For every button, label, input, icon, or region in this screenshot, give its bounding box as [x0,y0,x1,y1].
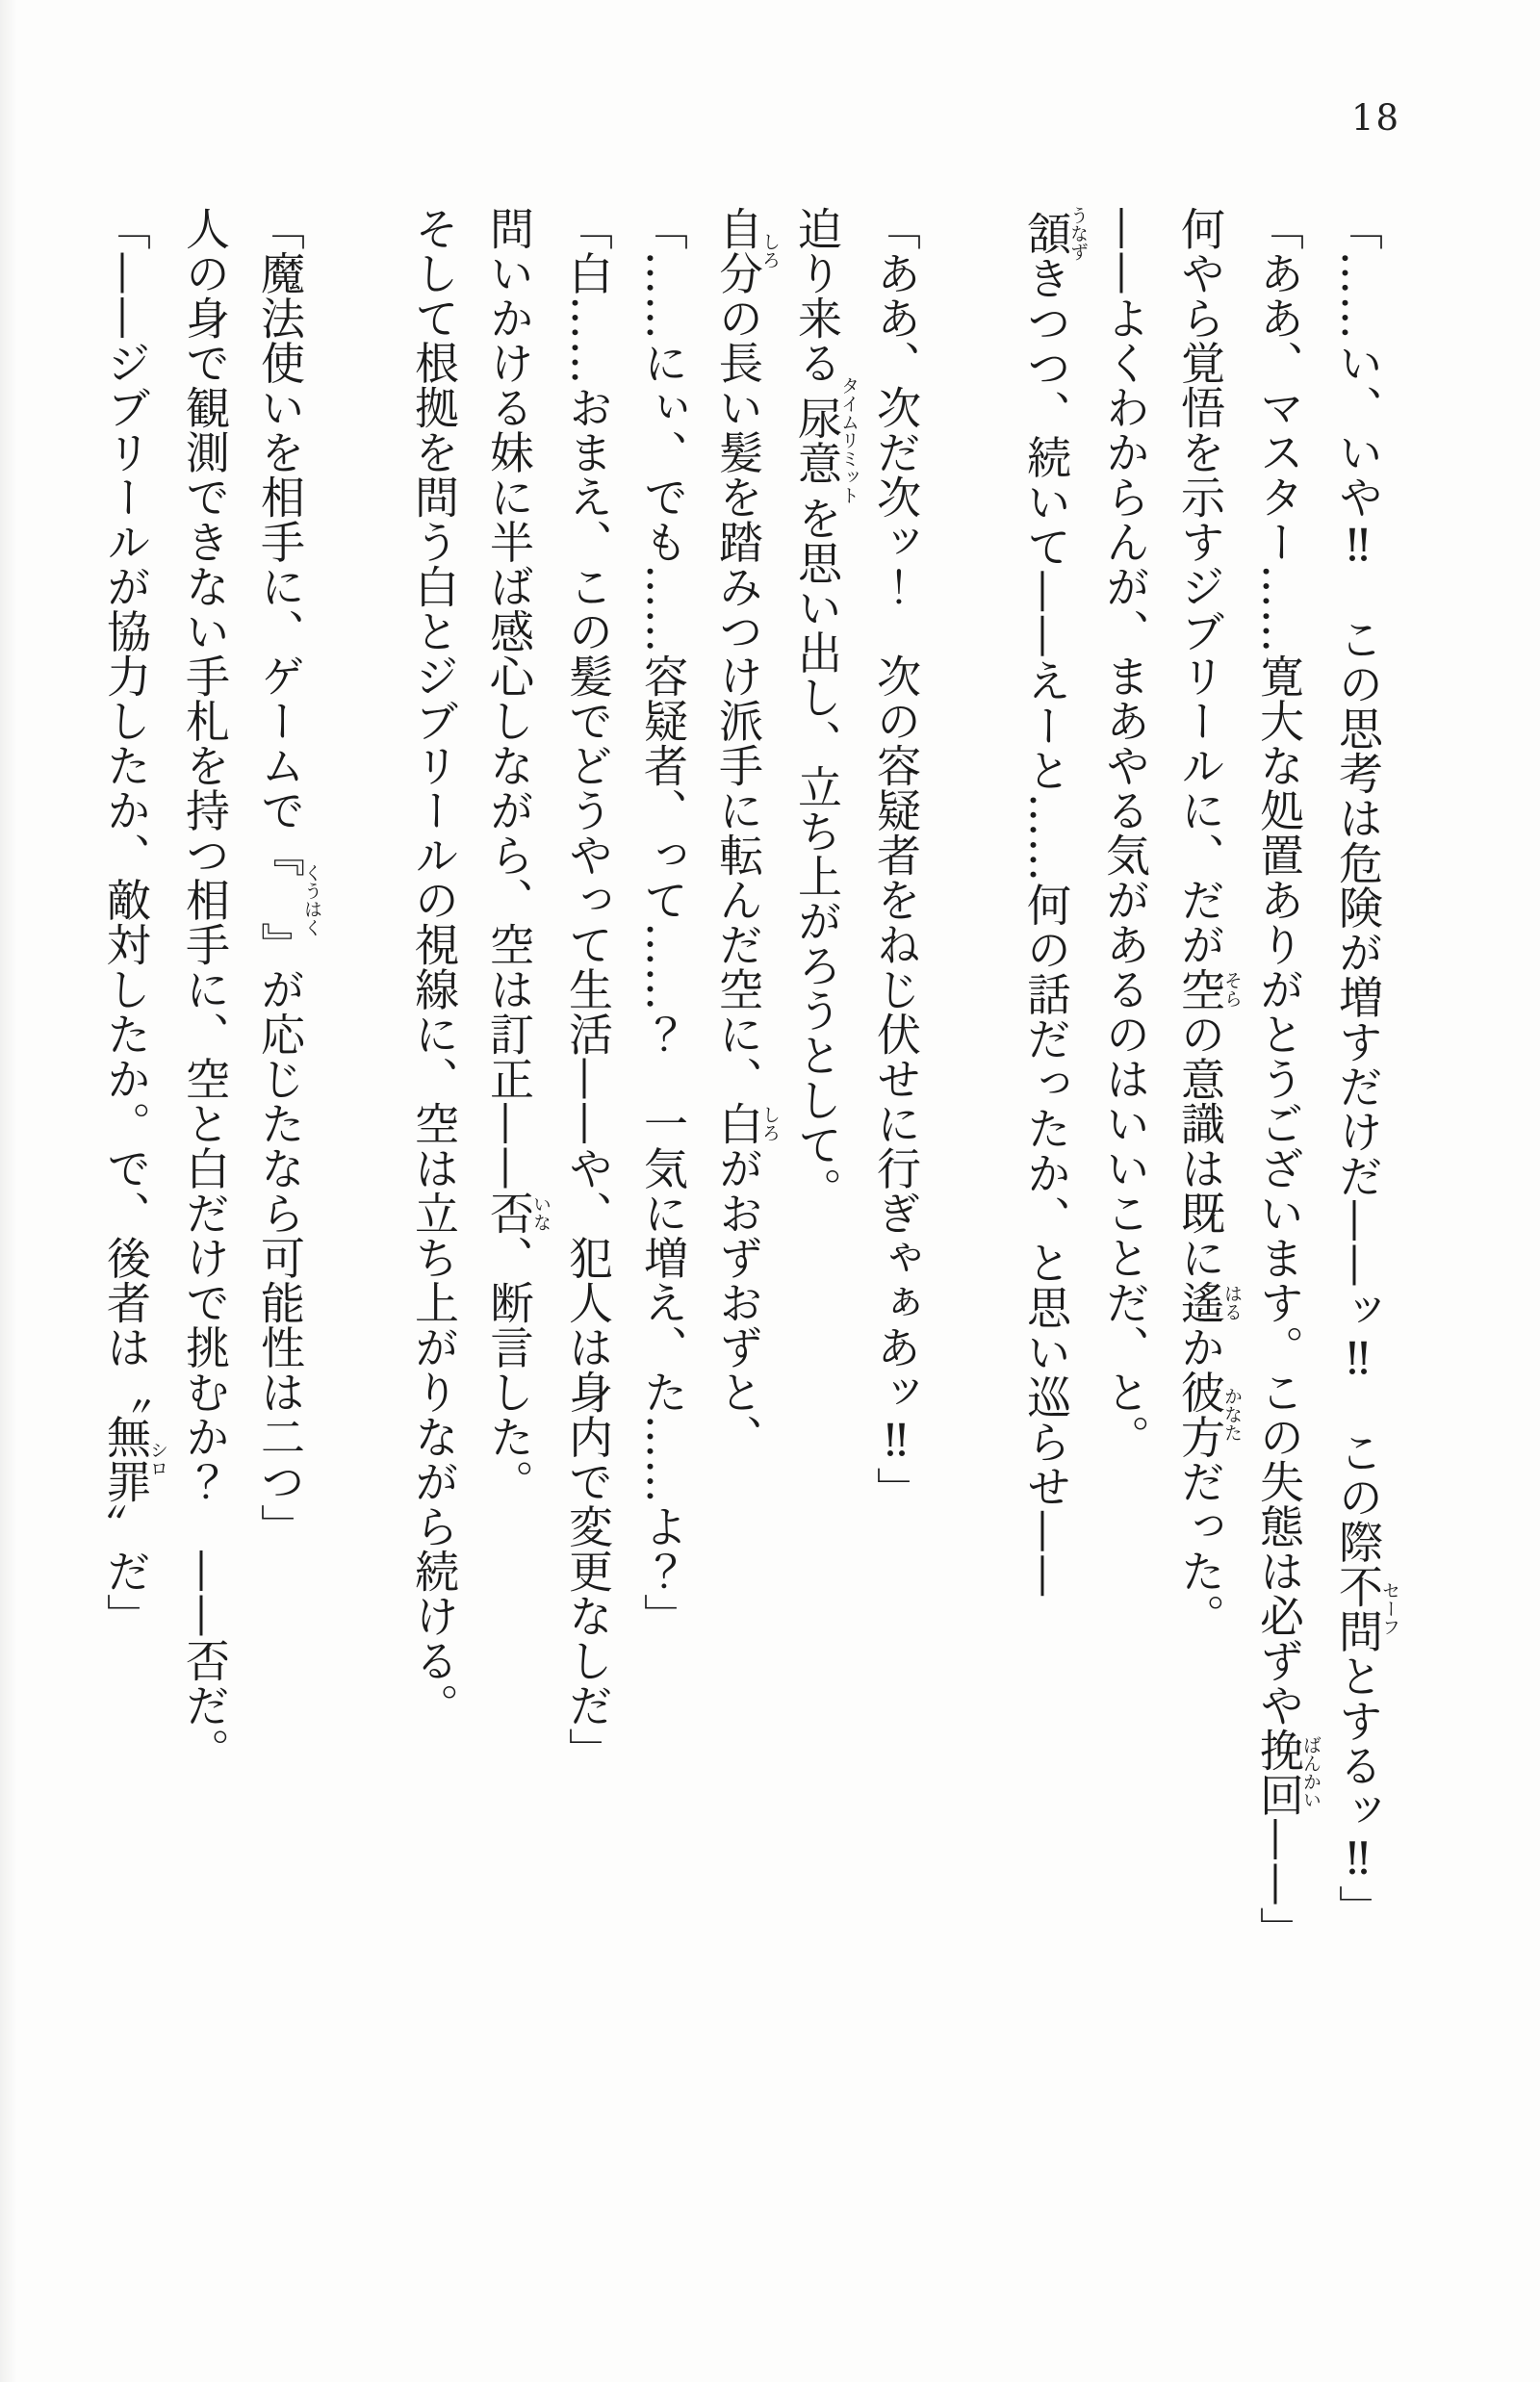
ruby-word: 白しろ [712,1101,781,1146]
paragraph-block [1009,206,1399,1982]
furigana: かなた [1221,1370,1243,1459]
text-block [89,206,1399,1982]
text-line: 「……い、いや‼ この思考は危険が増すだけだ——ッ‼ この際不問セーフとするッ‼」 [1332,206,1400,1930]
text-line: 人の身で観測できない手札を持つ相手に、空と白だけで挑むか？ ——否だ。 [179,206,231,1773]
ruby-word: 〝無罪〟シロ [100,1370,168,1549]
ruby-word: 不問セーフ [1332,1564,1400,1653]
furigana: そら [1221,966,1243,1012]
page-number: 18 [1351,97,1401,139]
text-line: 何やら覚悟を示すジブリールに、だが空そらの意識は既に遙はるか彼方かなただった。 [1174,206,1243,1638]
text-line: 「ああ、マスター……寛大な処置ありがとうございます。この失態は必ずや挽回ばんかい——」 [1253,206,1322,1952]
text-line: 自分しろの長い髪を踏みつけ派手に転んだ空に、白しろがおずおずと、 [712,206,781,1459]
ruby-word: 空そら [1174,966,1243,1012]
furigana: はる [1221,1280,1243,1325]
furigana: うなず [1067,206,1089,261]
text-line: 迫り来る尿意タイムリミットを思い出し、立ち上がろうとして。 [791,206,860,1212]
ruby-word: 頷うなず [1020,206,1089,261]
ruby-word: 『 』くうはく [254,832,322,967]
paragraph-block [397,206,934,1982]
paragraph-block [89,206,321,1982]
text-line: そして根拠を問う白とジブリールの視線に、空は立ち上がりながら続ける。 [408,206,460,1728]
ruby-word: 遙はる [1174,1280,1243,1325]
ruby-word: 尿意タイムリミット [791,376,860,504]
ruby-word: 挽回ばんかい [1253,1728,1322,1817]
text-line: 問いかける妹に半ば感心しながら、空は訂正——否いな、断言した。 [483,206,552,1504]
furigana: いな [530,1191,552,1236]
ruby-word: 否いな [483,1191,552,1236]
text-line: 「ああ、次だ次ッ！ 次の容疑者をねじ伏せに行ぎゃぁあッ‼」 [870,206,922,1512]
text-line: ——よくわからんが、まあやる気があるのはいいことだ、と。 [1099,206,1151,1459]
furigana: セーフ [1379,1564,1400,1653]
text-line: 「……にぃ、でも……容疑者、って……？ 一気に増え、た……よ？」 [637,206,689,1638]
ruby-word: 自分しろ [712,206,781,295]
text-line: 頷うなずきつつ、続いて——えーと……何の話だったか、と思い巡らせ—— [1020,206,1089,1599]
ruby-word: 彼方かなた [1174,1370,1243,1459]
furigana: タイムリミット [838,376,860,504]
text-line: 「魔法使いを相手に、ゲームで『 』くうはくが応じたなら可能性は二つ」 [254,206,322,1549]
furigana: くうはく [301,832,322,967]
furigana: しろ [759,206,781,295]
text-line: 「——ジブリールが協力したか、敵対したか。で、後者は〝無罪〟シロだ」 [100,206,168,1638]
furigana: しろ [759,1101,781,1146]
furigana: シロ [147,1370,168,1549]
text-line: 「白……おまえ、この髪でどうやって生活——や、犯人は身内で変更なしだ」 [562,206,614,1773]
furigana: ばんかい [1300,1728,1322,1817]
